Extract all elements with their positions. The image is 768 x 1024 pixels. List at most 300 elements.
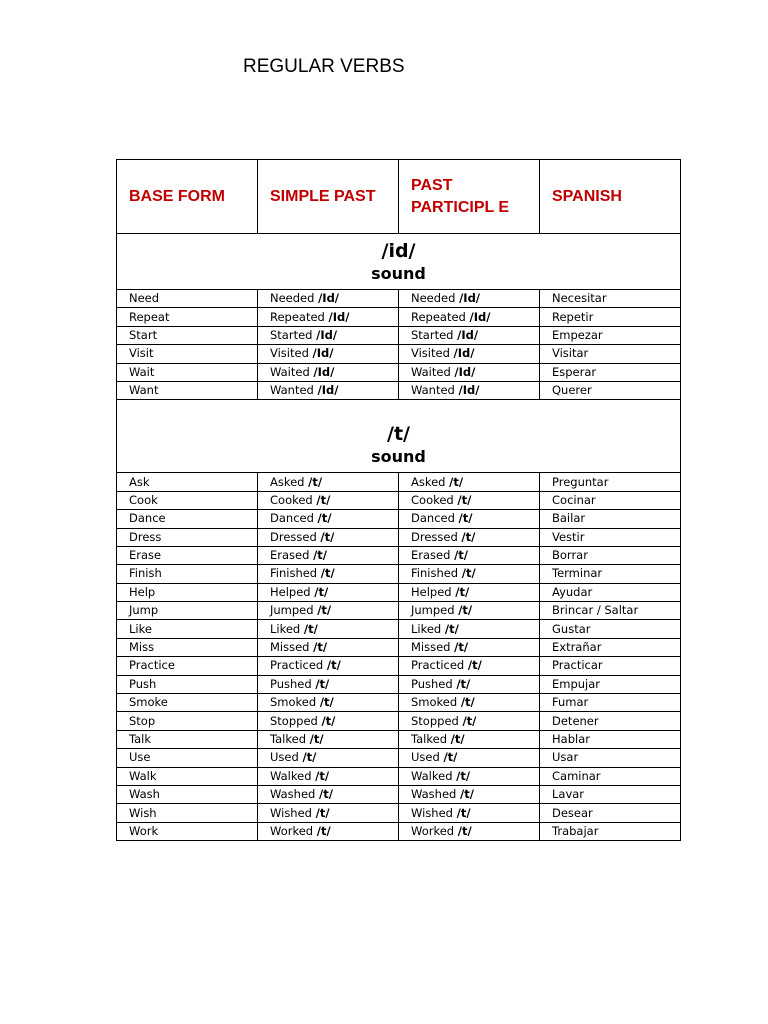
cell-base-form-text: Dress — [129, 529, 162, 544]
cell-simple-past — [258, 638, 399, 656]
cell-past-participle-text: Jumped — [411, 603, 455, 618]
table-row — [117, 749, 681, 767]
cell-base-form — [117, 767, 258, 785]
cell-spanish — [540, 345, 681, 363]
cell-base-form — [117, 730, 258, 748]
cell-simple-past-text: Repeated — [270, 309, 325, 324]
verbs-table — [116, 159, 681, 841]
cell-base-form — [117, 326, 258, 344]
cell-base-form — [117, 290, 258, 308]
pronunciation-suffix: /t/ — [317, 511, 332, 526]
cell-base-form — [117, 381, 258, 399]
pronunciation-suffix: /t/ — [315, 676, 330, 691]
cell-base-form-text: Work — [129, 823, 159, 838]
cell-base-form — [117, 749, 258, 767]
cell-spanish-text: Vestir — [552, 529, 585, 544]
cell-simple-past — [258, 565, 399, 583]
cell-spanish — [540, 694, 681, 712]
pronunciation-suffix: /t/ — [462, 713, 477, 728]
cell-past-participle-text: Smoked — [411, 695, 458, 710]
cell-spanish-text: Detener — [552, 713, 599, 728]
table-row — [117, 565, 681, 583]
table-row — [117, 546, 681, 564]
cell-spanish — [540, 491, 681, 509]
cell-spanish-text: Esperar — [552, 364, 597, 379]
cell-spanish-text: Repetir — [552, 309, 594, 324]
cell-simple-past — [258, 712, 399, 730]
cell-base-form — [117, 620, 258, 638]
cell-past-participle-text: Started — [411, 327, 454, 342]
cell-spanish-text: Brincar / Saltar — [552, 603, 639, 618]
cell-spanish-text: Desear — [552, 805, 593, 820]
cell-simple-past-text: Asked — [270, 474, 305, 489]
pronunciation-suffix: /t/ — [320, 566, 335, 581]
pronunciation-suffix: /Id/ — [459, 291, 481, 306]
cell-simple-past-text: Pushed — [270, 676, 312, 691]
cell-base-form-text: Smoke — [129, 695, 168, 710]
table-row — [117, 638, 681, 656]
page-title: REGULAR VERBS — [243, 56, 405, 77]
cell-past-participle-text: Washed — [411, 787, 457, 802]
cell-past-participle — [399, 730, 540, 748]
cell-base-form — [117, 822, 258, 840]
cell-spanish — [540, 638, 681, 656]
pronunciation-suffix: /t/ — [315, 768, 330, 783]
cell-base-form-text: Visit — [129, 346, 154, 361]
cell-spanish-text: Necesitar — [552, 291, 607, 306]
cell-past-participle-text: Practiced — [411, 658, 465, 673]
cell-spanish-text: Borrar — [552, 548, 588, 563]
pronunciation-suffix: /Id/ — [328, 309, 350, 324]
cell-simple-past-text: Danced — [270, 511, 314, 526]
pronunciation-suffix: /Id/ — [453, 346, 475, 361]
cell-spanish — [540, 767, 681, 785]
cell-simple-past — [258, 804, 399, 822]
cell-base-form-text: Dance — [129, 511, 166, 526]
header-spanish: SPANISH — [540, 160, 681, 234]
cell-simple-past-text: Needed — [270, 291, 315, 306]
cell-simple-past-text: Dressed — [270, 529, 317, 544]
cell-past-participle-text: Cooked — [411, 492, 454, 507]
cell-past-participle-text: Walked — [411, 768, 453, 783]
header-past-participle-line1: PAST — [411, 176, 453, 194]
cell-past-participle-text: Pushed — [411, 676, 453, 691]
table-row — [117, 822, 681, 840]
cell-simple-past-text: Erased — [270, 548, 310, 563]
cell-simple-past-text: Finished — [270, 566, 318, 581]
pronunciation-suffix: /t/ — [315, 805, 330, 820]
cell-spanish — [540, 822, 681, 840]
table-row — [117, 491, 681, 509]
cell-past-participle — [399, 528, 540, 546]
cell-past-participle — [399, 473, 540, 491]
pronunciation-suffix: /t/ — [457, 823, 472, 838]
cell-simple-past — [258, 785, 399, 803]
pronunciation-suffix: /t/ — [319, 787, 333, 802]
cell-spanish — [540, 363, 681, 381]
header-past-participle-line2: PARTICIPL E — [411, 198, 510, 216]
cell-base-form — [117, 583, 258, 601]
pronunciation-suffix: /t/ — [308, 474, 323, 489]
cell-past-participle — [399, 290, 540, 308]
cell-simple-past-text: Stopped — [270, 713, 318, 728]
cell-simple-past-text: Wished — [270, 805, 312, 820]
cell-simple-past-text: Cooked — [270, 492, 313, 507]
cell-base-form-text: Help — [129, 584, 156, 599]
cell-simple-past-text: Smoked — [270, 695, 317, 710]
cell-past-participle — [399, 749, 540, 767]
cell-spanish-text: Visitar — [552, 346, 589, 361]
cell-spanish — [540, 326, 681, 344]
pronunciation-suffix: /Id/ — [469, 309, 491, 324]
cell-base-form-text: Push — [129, 676, 157, 691]
cell-spanish-text: Empujar — [552, 676, 601, 691]
cell-past-participle-text: Finished — [411, 566, 459, 581]
cell-past-participle-text: Helped — [411, 584, 452, 599]
section-symbol: /t/ — [387, 422, 410, 445]
cell-simple-past-text: Practiced — [270, 658, 324, 673]
cell-base-form-text: Ask — [129, 474, 150, 489]
cell-spanish-text: Bailar — [552, 511, 586, 526]
cell-spanish — [540, 528, 681, 546]
pronunciation-suffix: /t/ — [303, 621, 318, 636]
table-row — [117, 528, 681, 546]
cell-spanish-text: Ayudar — [552, 584, 593, 599]
cell-base-form — [117, 694, 258, 712]
cell-past-participle-text: Repeated — [411, 309, 466, 324]
table-row — [117, 767, 681, 785]
pronunciation-suffix: /t/ — [450, 732, 465, 746]
section-word: sound — [371, 446, 426, 466]
cell-spanish-text: Extrañar — [552, 640, 602, 655]
cell-past-participle — [399, 822, 540, 840]
cell-past-participle-text: Dressed — [411, 529, 458, 544]
cell-spanish — [540, 712, 681, 730]
pronunciation-suffix: /t/ — [443, 750, 458, 765]
cell-spanish — [540, 785, 681, 803]
cell-past-participle — [399, 620, 540, 638]
cell-base-form-text: Want — [129, 383, 159, 398]
cell-base-form — [117, 638, 258, 656]
cell-spanish — [540, 675, 681, 693]
cell-past-participle — [399, 363, 540, 381]
cell-simple-past — [258, 345, 399, 363]
cell-spanish-text: Practicar — [552, 658, 603, 673]
cell-spanish-text: Cocinar — [552, 492, 596, 507]
cell-base-form-text: Need — [129, 291, 160, 306]
table-header-row — [117, 160, 681, 234]
cell-base-form-text: Wash — [129, 787, 160, 802]
pronunciation-suffix: /t/ — [326, 658, 341, 673]
cell-spanish — [540, 657, 681, 675]
pronunciation-suffix: /t/ — [456, 676, 471, 691]
cell-spanish-text: Terminar — [552, 566, 603, 581]
cell-simple-past — [258, 675, 399, 693]
header-base-form: BASE FORM — [117, 160, 258, 234]
cell-simple-past — [258, 620, 399, 638]
cell-past-participle-text: Used — [411, 750, 440, 765]
table-row — [117, 620, 681, 638]
pronunciation-suffix: /t/ — [319, 695, 334, 710]
cell-simple-past-text: Wanted — [270, 383, 314, 398]
cell-base-form — [117, 565, 258, 583]
table-row — [117, 290, 681, 308]
pronunciation-suffix: /Id/ — [316, 327, 338, 342]
cell-simple-past — [258, 657, 399, 675]
cell-spanish-text: Trabajar — [552, 823, 599, 838]
cell-base-form — [117, 491, 258, 509]
pronunciation-suffix: /t/ — [455, 584, 470, 599]
pronunciation-suffix: /t/ — [449, 474, 464, 489]
cell-base-form-text: Wish — [129, 805, 157, 820]
cell-simple-past-text: Liked — [270, 621, 301, 636]
cell-base-form — [117, 510, 258, 528]
cell-past-participle — [399, 345, 540, 363]
cell-base-form-text: Like — [129, 621, 152, 636]
cell-simple-past-text: Talked — [270, 732, 306, 746]
pronunciation-suffix: /t/ — [302, 750, 317, 765]
cell-simple-past-text: Walked — [270, 768, 312, 783]
cell-simple-past-text: Missed — [270, 640, 310, 655]
cell-spanish — [540, 381, 681, 399]
pronunciation-suffix: /t/ — [317, 603, 332, 618]
cell-base-form-text: Stop — [129, 713, 156, 728]
cell-base-form-text: Practice — [129, 658, 175, 673]
cell-spanish-text: Preguntar — [552, 474, 609, 489]
table-row — [117, 657, 681, 675]
cell-spanish — [540, 546, 681, 564]
pronunciation-suffix: /t/ — [316, 823, 331, 838]
table-row — [117, 712, 681, 730]
pronunciation-suffix: /t/ — [309, 732, 324, 746]
header-past-participle — [399, 160, 540, 234]
cell-base-form-text: Miss — [129, 640, 155, 655]
cell-past-participle — [399, 565, 540, 583]
pronunciation-suffix: /t/ — [321, 713, 336, 728]
pronunciation-suffix: /Id/ — [457, 327, 479, 342]
cell-spanish-text: Lavar — [552, 787, 585, 802]
cell-simple-past — [258, 528, 399, 546]
cell-spanish — [540, 565, 681, 583]
pronunciation-suffix: /Id/ — [313, 364, 335, 379]
cell-base-form — [117, 804, 258, 822]
section-header-row — [117, 400, 681, 473]
pronunciation-suffix: /t/ — [458, 603, 473, 618]
pronunciation-suffix: /t/ — [316, 492, 331, 507]
cell-spanish-text: Querer — [552, 383, 592, 398]
cell-past-participle-text: Stopped — [411, 713, 459, 728]
cell-past-participle-text: Talked — [411, 732, 447, 746]
cell-spanish — [540, 602, 681, 620]
cell-past-participle — [399, 326, 540, 344]
cell-spanish — [540, 308, 681, 326]
cell-past-participle-text: Visited — [411, 346, 450, 361]
pronunciation-suffix: /t/ — [314, 584, 329, 599]
cell-simple-past-text: Waited — [270, 364, 310, 379]
cell-past-participle-text: Wanted — [411, 383, 455, 398]
section-symbol: /id/ — [381, 240, 416, 262]
pronunciation-suffix: /t/ — [461, 566, 476, 581]
cell-spanish-text: Empezar — [552, 327, 603, 342]
pronunciation-suffix: /t/ — [460, 695, 475, 710]
cell-simple-past-text: Helped — [270, 584, 311, 599]
cell-base-form — [117, 602, 258, 620]
cell-spanish-text: Usar — [552, 750, 579, 765]
cell-base-form-text: Finish — [129, 566, 162, 581]
cell-past-participle — [399, 546, 540, 564]
cell-spanish-text: Gustar — [552, 621, 591, 636]
pronunciation-suffix: /t/ — [457, 492, 472, 507]
verbs-table-body — [117, 234, 681, 841]
cell-simple-past-text: Started — [270, 327, 313, 342]
cell-past-participle — [399, 381, 540, 399]
cell-base-form — [117, 785, 258, 803]
table-row — [117, 602, 681, 620]
pronunciation-suffix: /Id/ — [454, 364, 476, 379]
cell-past-participle-text: Erased — [411, 548, 451, 563]
cell-simple-past-text: Worked — [270, 823, 314, 838]
pronunciation-suffix: /t/ — [467, 658, 482, 673]
cell-spanish-text: Caminar — [552, 768, 601, 783]
cell-spanish — [540, 510, 681, 528]
cell-base-form-text: Wait — [129, 364, 155, 379]
pronunciation-suffix: /Id/ — [318, 291, 340, 306]
cell-simple-past — [258, 290, 399, 308]
section-header-cell — [117, 400, 681, 473]
cell-spanish-text: Fumar — [552, 695, 589, 710]
table-row — [117, 583, 681, 601]
cell-base-form — [117, 546, 258, 564]
cell-base-form — [117, 528, 258, 546]
cell-past-participle-text: Needed — [411, 291, 456, 306]
cell-past-participle-text: Worked — [411, 823, 455, 838]
pronunciation-suffix: /t/ — [458, 511, 473, 526]
cell-base-form — [117, 657, 258, 675]
cell-simple-past — [258, 749, 399, 767]
table-row — [117, 694, 681, 712]
cell-past-participle — [399, 694, 540, 712]
table-row — [117, 381, 681, 399]
cell-simple-past — [258, 730, 399, 748]
cell-spanish — [540, 473, 681, 491]
table-row — [117, 363, 681, 381]
cell-spanish — [540, 583, 681, 601]
cell-base-form — [117, 308, 258, 326]
cell-past-participle-text: Wished — [411, 805, 453, 820]
cell-simple-past — [258, 583, 399, 601]
cell-past-participle — [399, 583, 540, 601]
cell-past-participle — [399, 308, 540, 326]
cell-base-form — [117, 345, 258, 363]
cell-simple-past — [258, 822, 399, 840]
pronunciation-suffix: /t/ — [456, 805, 471, 820]
cell-spanish — [540, 730, 681, 748]
pronunciation-suffix: /t/ — [460, 787, 474, 802]
table-row — [117, 785, 681, 803]
cell-base-form-text: Cook — [129, 492, 158, 507]
cell-spanish — [540, 290, 681, 308]
cell-simple-past — [258, 473, 399, 491]
pronunciation-suffix: /t/ — [456, 768, 471, 783]
cell-spanish-text: Hablar — [552, 732, 590, 746]
cell-past-participle — [399, 657, 540, 675]
table-row — [117, 326, 681, 344]
table-row — [117, 804, 681, 822]
cell-past-participle-text: Liked — [411, 621, 442, 636]
section-word: sound — [371, 264, 426, 283]
cell-simple-past — [258, 326, 399, 344]
pronunciation-suffix: /t/ — [444, 621, 459, 636]
table-row — [117, 730, 681, 748]
pronunciation-suffix: /t/ — [313, 640, 328, 655]
cell-past-participle — [399, 491, 540, 509]
cell-base-form — [117, 473, 258, 491]
section-header-row — [117, 234, 681, 290]
cell-past-participle — [399, 638, 540, 656]
cell-past-participle-text: Waited — [411, 364, 451, 379]
cell-simple-past-text: Used — [270, 750, 299, 765]
table-row — [117, 510, 681, 528]
cell-simple-past — [258, 602, 399, 620]
cell-past-participle — [399, 785, 540, 803]
cell-base-form — [117, 363, 258, 381]
cell-past-participle — [399, 712, 540, 730]
cell-simple-past — [258, 381, 399, 399]
table-row — [117, 345, 681, 363]
cell-spanish — [540, 749, 681, 767]
table-row — [117, 308, 681, 326]
table-row — [117, 473, 681, 491]
cell-simple-past — [258, 694, 399, 712]
cell-spanish — [540, 620, 681, 638]
cell-simple-past — [258, 308, 399, 326]
cell-base-form-text: Start — [129, 327, 158, 342]
header-simple-past: SIMPLE PAST — [258, 160, 399, 234]
cell-past-participle — [399, 767, 540, 785]
cell-simple-past — [258, 510, 399, 528]
pronunciation-suffix: /t/ — [454, 640, 469, 655]
pronunciation-suffix: /t/ — [313, 548, 327, 563]
pronunciation-suffix: /t/ — [454, 548, 468, 563]
cell-base-form-text: Talk — [129, 732, 152, 746]
section-header-cell — [117, 234, 681, 290]
cell-base-form — [117, 712, 258, 730]
pronunciation-suffix: /Id/ — [317, 383, 339, 398]
cell-base-form-text: Walk — [129, 768, 157, 783]
cell-past-participle — [399, 804, 540, 822]
cell-base-form-text: Jump — [129, 603, 159, 618]
cell-base-form-text: Use — [129, 750, 151, 765]
pronunciation-suffix: /t/ — [320, 529, 335, 544]
cell-spanish — [540, 804, 681, 822]
cell-base-form-text: Repeat — [129, 309, 170, 324]
cell-simple-past — [258, 546, 399, 564]
cell-past-participle — [399, 602, 540, 620]
pronunciation-suffix: /t/ — [461, 529, 476, 544]
cell-simple-past — [258, 767, 399, 785]
cell-simple-past-text: Washed — [270, 787, 316, 802]
pronunciation-suffix: /Id/ — [312, 346, 334, 361]
cell-past-participle-text: Danced — [411, 511, 455, 526]
cell-base-form-text: Erase — [129, 548, 162, 563]
cell-base-form — [117, 675, 258, 693]
cell-past-participle-text: Missed — [411, 640, 451, 655]
cell-simple-past — [258, 491, 399, 509]
cell-past-participle — [399, 675, 540, 693]
pronunciation-suffix: /Id/ — [458, 383, 480, 398]
table-row — [117, 675, 681, 693]
cell-past-participle-text: Asked — [411, 474, 446, 489]
